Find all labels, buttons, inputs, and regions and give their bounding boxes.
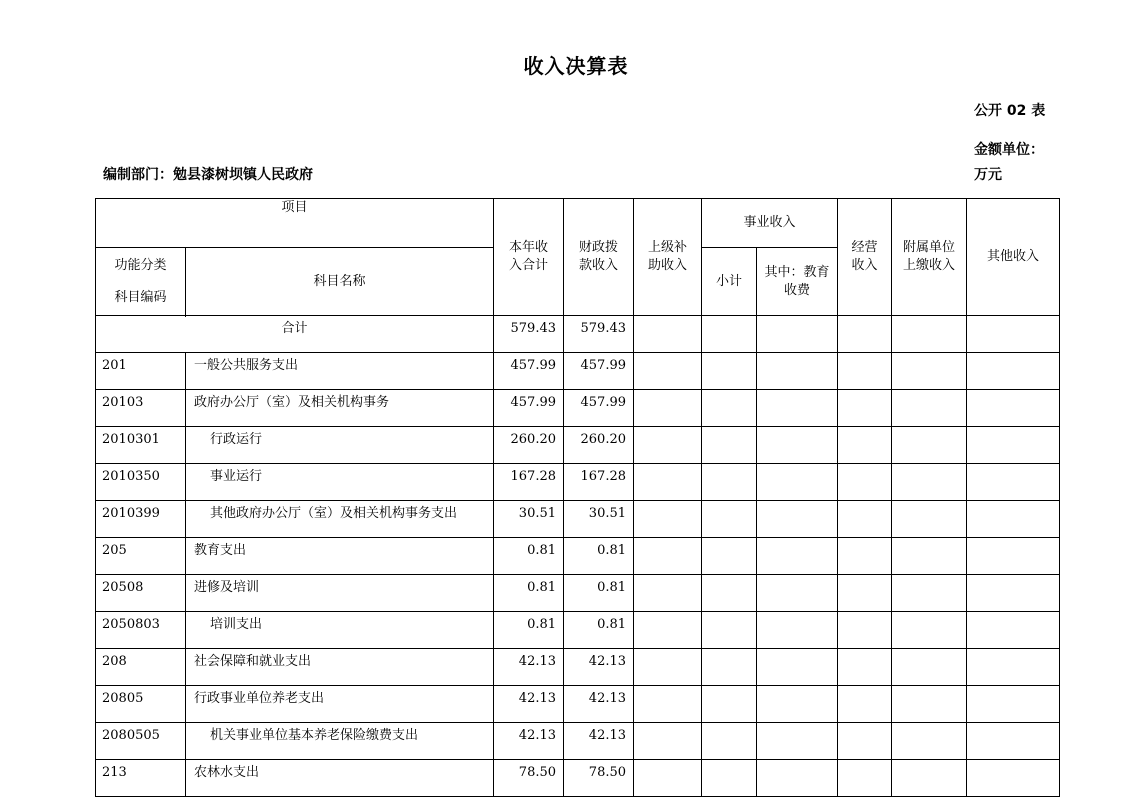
empty-cell [634,686,702,723]
empty-cell [838,427,892,464]
row-subject-name: 其他政府办公厅（室）及相关机构事务支出 [186,501,494,538]
table-row [96,464,1060,501]
empty-cell [757,649,838,686]
empty-cell [892,464,967,501]
header-function-code [96,248,186,316]
empty-cell [634,390,702,427]
table-row [96,612,1060,649]
compiling-department: 编制部门：勉县漆树坝镇人民政府 [103,167,313,183]
table-row [96,427,1060,464]
empty-cell [702,390,757,427]
row-function-code: 2010301 [96,427,186,464]
row-subject-name: 事业运行 [186,464,494,501]
empty-cell [892,538,967,575]
row-function-code: 20103 [96,390,186,427]
empty-cell [838,686,892,723]
empty-cell [967,686,1060,723]
total-row [96,316,1060,353]
row-fiscal-income: 0.81 [564,612,634,649]
empty-cell [838,316,892,353]
row-function-code: 2010350 [96,464,186,501]
row-total-income: 42.13 [494,686,564,723]
empty-cell [892,760,967,797]
empty-cell [702,723,757,760]
row-subject-name: 行政事业单位养老支出 [186,686,494,723]
empty-cell [838,538,892,575]
table-row [96,390,1060,427]
empty-cell [634,760,702,797]
empty-cell [757,501,838,538]
row-fiscal-income: 260.20 [564,427,634,464]
header-function-code-line1: 功能分类 [114,257,167,273]
empty-cell [702,686,757,723]
row-function-code: 208 [96,649,186,686]
row-fiscal-income: 42.13 [564,686,634,723]
table-row [96,575,1060,612]
row-total-income: 260.20 [494,427,564,464]
header-total-income-line1: 本年收 [509,240,549,255]
empty-cell [967,316,1060,353]
empty-cell [892,723,967,760]
empty-cell [634,723,702,760]
empty-cell [757,686,838,723]
empty-cell [967,390,1060,427]
row-total-income: 457.99 [494,353,564,390]
total-label: 合计 [96,316,494,353]
row-subject-name: 政府办公厅（室）及相关机构事务 [186,390,494,427]
empty-cell [838,464,892,501]
row-fiscal-income: 167.28 [564,464,634,501]
row-fiscal-income: 0.81 [564,575,634,612]
row-function-code: 20805 [96,686,186,723]
empty-cell [892,427,967,464]
empty-cell [892,501,967,538]
table-row [96,649,1060,686]
row-fiscal-income: 30.51 [564,501,634,538]
row-function-code: 2010399 [96,501,186,538]
empty-cell [757,353,838,390]
empty-cell [702,316,757,353]
empty-cell [757,316,838,353]
empty-cell [892,575,967,612]
header-total-income-line2: 入合计 [509,258,549,273]
empty-cell [757,760,838,797]
table-row [96,723,1060,760]
empty-cell [967,649,1060,686]
amount-unit-value: 万元 [974,167,1002,183]
row-function-code: 201 [96,353,186,390]
header-business-income: 事业收入 [702,199,838,248]
income-table [95,198,1060,797]
empty-cell [702,575,757,612]
empty-cell [757,538,838,575]
header-affiliated-line2: 上缴收入 [903,258,956,273]
row-total-income: 0.81 [494,538,564,575]
header-superior-line1: 上级补 [648,240,688,255]
row-fiscal-income: 42.13 [564,723,634,760]
row-total-income: 42.13 [494,649,564,686]
form-number: 公开 02 表 [974,103,1046,119]
empty-cell [757,427,838,464]
total-fiscal-value: 579.43 [564,316,634,353]
empty-cell [967,760,1060,797]
row-total-income: 30.51 [494,501,564,538]
header-fiscal-income [564,199,634,316]
row-total-income: 78.50 [494,760,564,797]
empty-cell [967,723,1060,760]
header-other-income: 其他收入 [967,199,1060,316]
row-fiscal-income: 42.13 [564,649,634,686]
row-fiscal-income: 0.81 [564,538,634,575]
empty-cell [967,575,1060,612]
row-total-income: 0.81 [494,575,564,612]
row-subject-name: 社会保障和就业支出 [186,649,494,686]
row-total-income: 167.28 [494,464,564,501]
empty-cell [838,501,892,538]
row-subject-name: 培训支出 [186,612,494,649]
empty-cell [892,353,967,390]
page-title: 收入决算表 [523,54,629,78]
empty-cell [892,390,967,427]
row-subject-name: 教育支出 [186,538,494,575]
empty-cell [967,501,1060,538]
header-edu-fee-line1: 其中：教育 [764,264,830,280]
header-function-code-line2: 科目编码 [114,289,167,305]
empty-cell [892,686,967,723]
empty-cell [838,649,892,686]
empty-cell [634,538,702,575]
empty-cell [757,464,838,501]
empty-cell [702,760,757,797]
empty-cell [838,575,892,612]
row-subject-name: 进修及培训 [186,575,494,612]
header-affiliated-income [892,199,967,316]
row-function-code: 2050803 [96,612,186,649]
row-function-code: 2080505 [96,723,186,760]
amount-unit-label: 金额单位： [974,142,1044,158]
header-superior-line2: 助收入 [648,258,688,273]
table-row [96,760,1060,797]
header-edu-fee [757,248,838,316]
header-edu-fee-line2: 收费 [784,282,811,298]
empty-cell [838,390,892,427]
table-row [96,353,1060,390]
empty-cell [967,538,1060,575]
empty-cell [702,538,757,575]
row-subject-name: 行政运行 [186,427,494,464]
header-operating-income [838,199,892,316]
table-row [96,501,1060,538]
header-operating-line2: 收入 [851,258,878,273]
row-fiscal-income: 457.99 [564,390,634,427]
empty-cell [634,316,702,353]
empty-cell [838,760,892,797]
empty-cell [967,427,1060,464]
header-business-subtotal: 小计 [702,248,757,316]
row-subject-name: 农林水支出 [186,760,494,797]
header-subject-name: 科目名称 [186,248,494,316]
header-fiscal-line1: 财政拨 [579,240,619,255]
empty-cell [634,575,702,612]
table-row [96,686,1060,723]
empty-cell [967,353,1060,390]
empty-cell [838,723,892,760]
header-total-income [494,199,564,316]
empty-cell [892,612,967,649]
empty-cell [757,390,838,427]
empty-cell [634,612,702,649]
row-fiscal-income: 457.99 [564,353,634,390]
empty-cell [702,501,757,538]
empty-cell [634,427,702,464]
empty-cell [702,612,757,649]
header-operating-line1: 经营 [851,240,878,255]
empty-cell [634,464,702,501]
row-function-code: 20508 [96,575,186,612]
empty-cell [967,464,1060,501]
header-affiliated-line1: 附属单位 [903,240,956,255]
empty-cell [838,353,892,390]
row-function-code: 213 [96,760,186,797]
empty-cell [702,353,757,390]
empty-cell [634,501,702,538]
row-fiscal-income: 78.50 [564,760,634,797]
empty-cell [757,612,838,649]
empty-cell [702,649,757,686]
total-income-value: 579.43 [494,316,564,353]
row-function-code: 205 [96,538,186,575]
row-subject-name: 一般公共服务支出 [186,353,494,390]
empty-cell [838,612,892,649]
row-total-income: 42.13 [494,723,564,760]
row-total-income: 0.81 [494,612,564,649]
row-total-income: 457.99 [494,390,564,427]
empty-cell [967,612,1060,649]
empty-cell [702,464,757,501]
empty-cell [757,723,838,760]
table-row [96,538,1060,575]
header-superior-subsidy [634,199,702,316]
empty-cell [634,353,702,390]
empty-cell [757,575,838,612]
header-item: 项目 [96,199,494,248]
empty-cell [892,649,967,686]
empty-cell [702,427,757,464]
header-fiscal-line2: 款收入 [579,258,619,273]
empty-cell [892,316,967,353]
row-subject-name: 机关事业单位基本养老保险缴费支出 [186,723,494,760]
empty-cell [634,649,702,686]
